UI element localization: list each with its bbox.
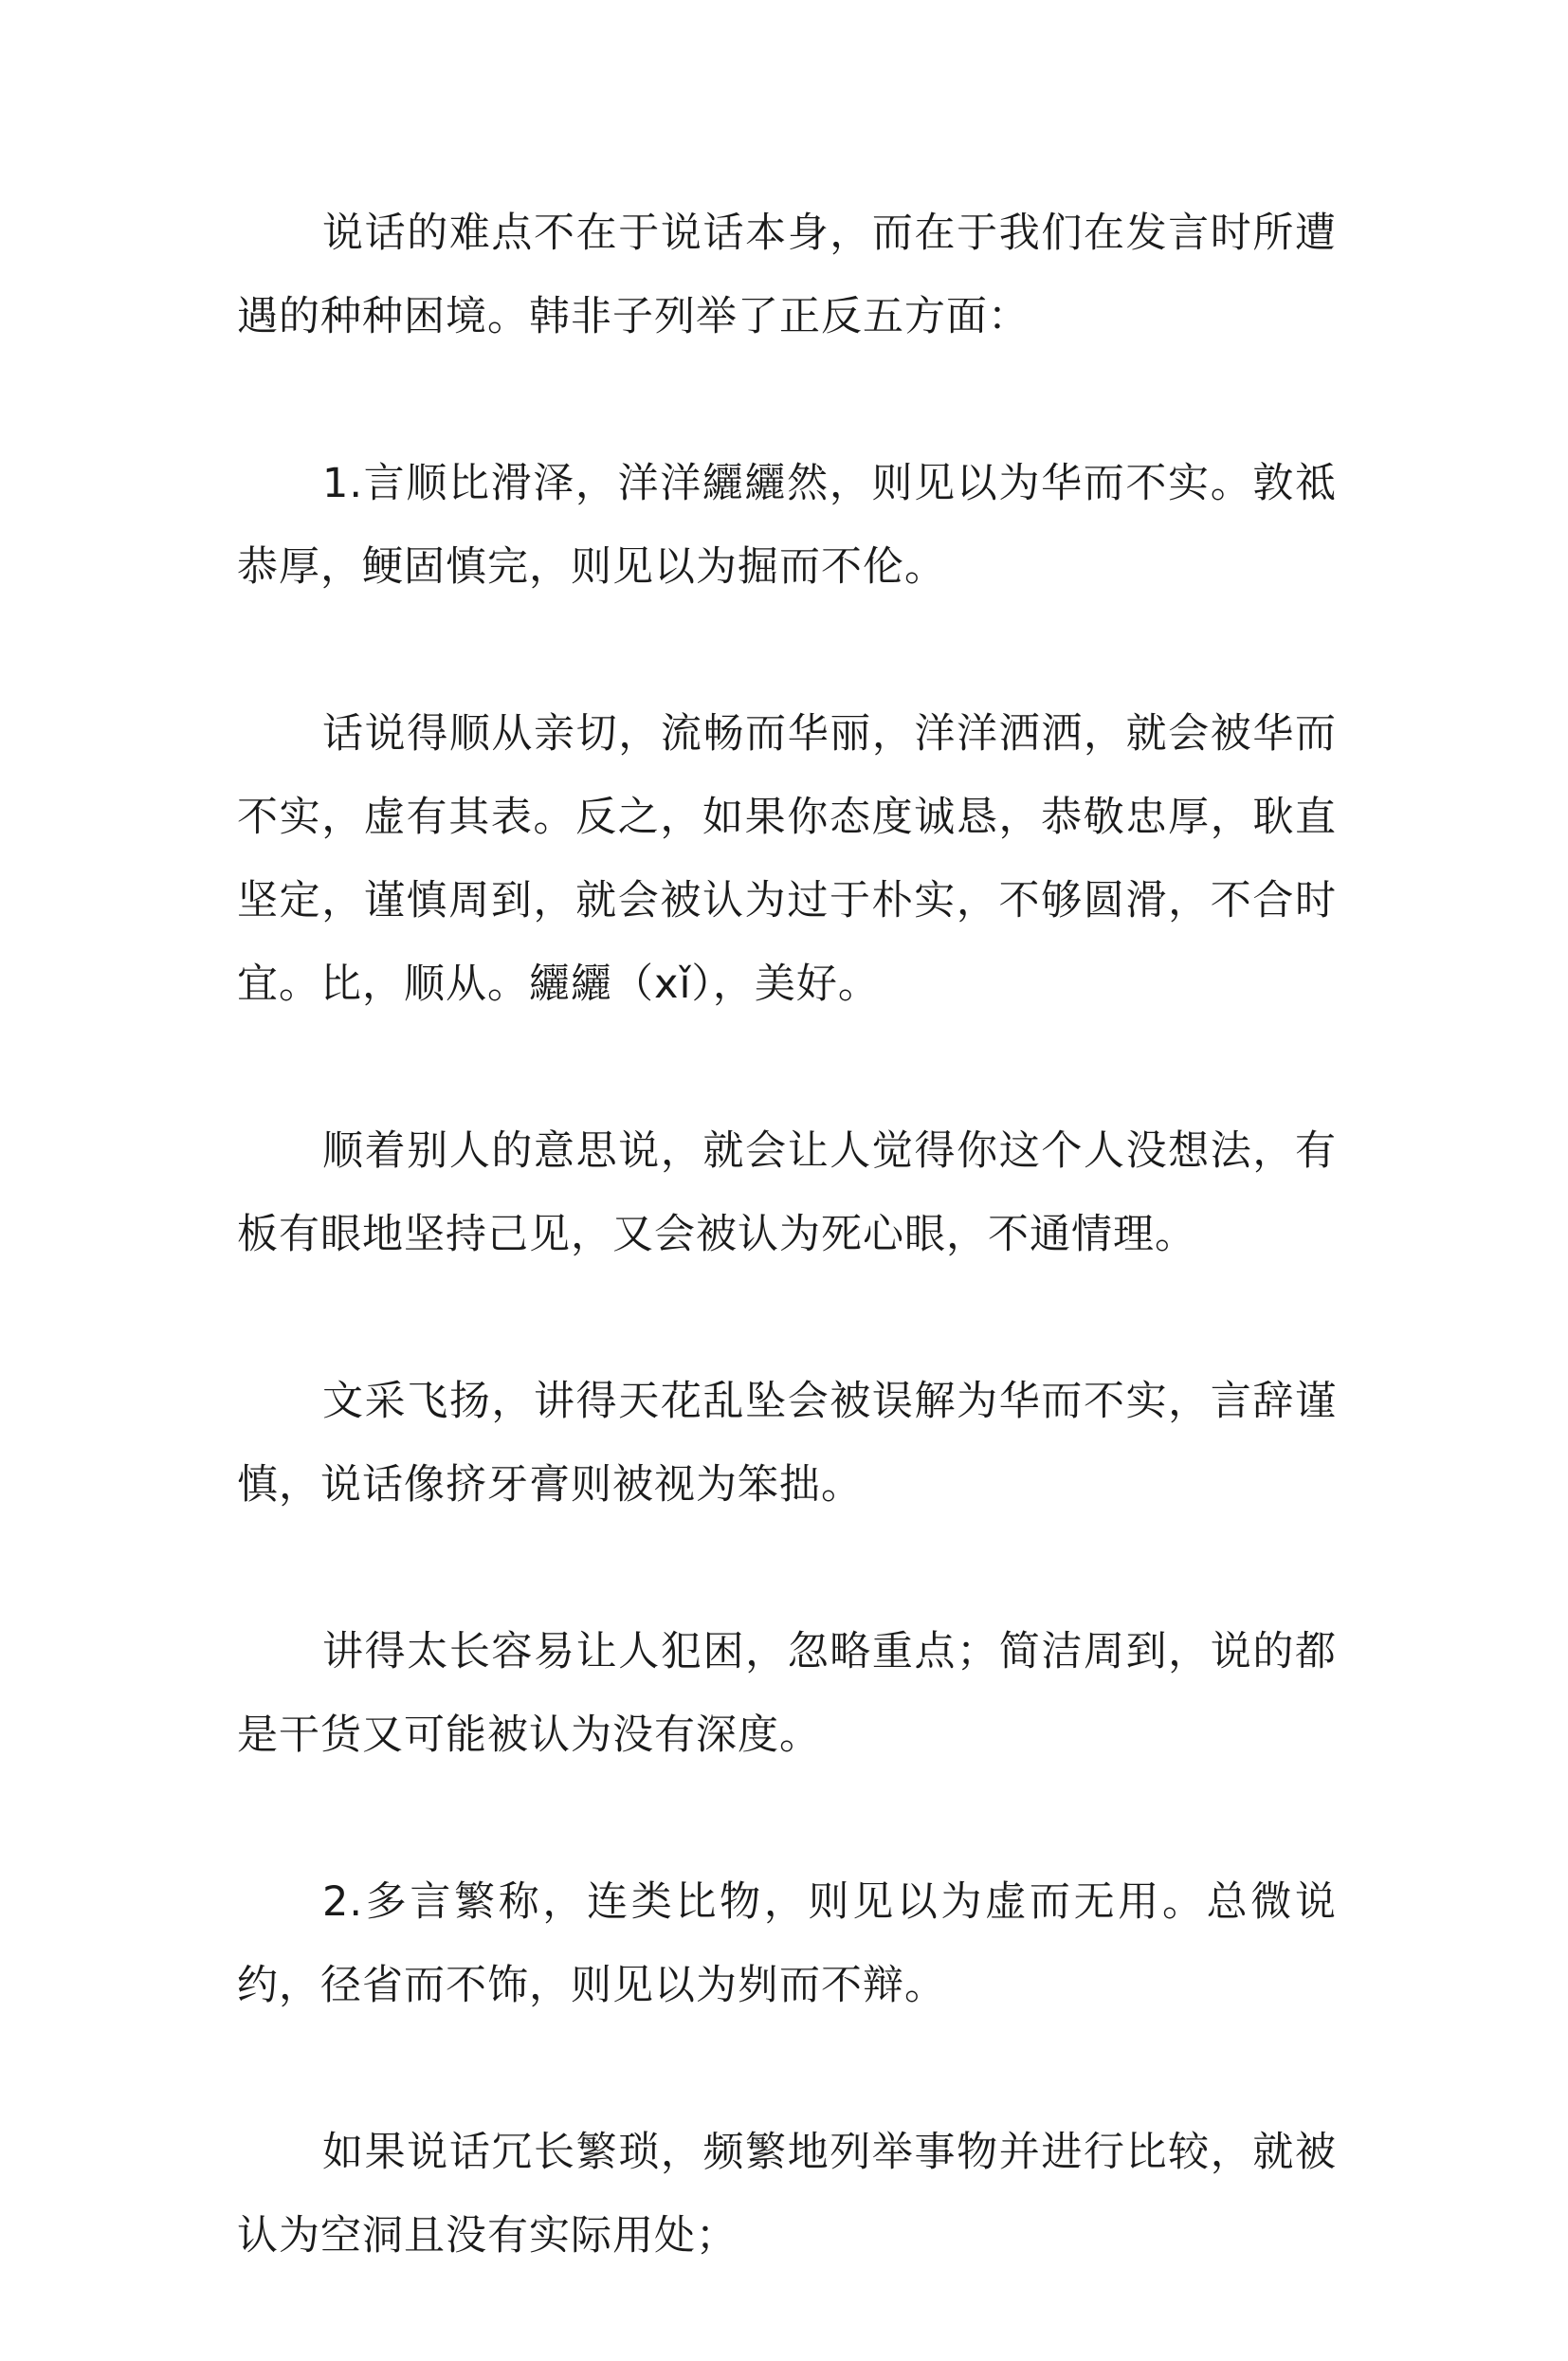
paragraph-quote-2: 2.多言繁称，连类比物，则见以为虚而无用。总微说约，径省而不饰，则见以为刿而不辩。 — [237, 1878, 1337, 2009]
paragraph-explanation-3: 文采飞扬，讲得天花乱坠会被误解为华而不实，言辞谨慎，说话像挤牙膏则被视为笨拙。 — [237, 1378, 1337, 1509]
paragraph-quote-1: 1.言顺比滑泽，洋洋纚纚然，则见以为华而不实。敦祗恭厚，鲠固慎完，则见以为掘而不伦。 — [237, 460, 1337, 591]
paragraph-explanation-5: 如果说话冗长繁琐，频繁地列举事物并进行比较，就被认为空洞且没有实际用处； — [237, 2129, 1337, 2260]
paragraph-explanation-4: 讲得太长容易让人犯困，忽略重点；简洁周到，说的都是干货又可能被认为没有深度。 — [237, 1628, 1337, 1759]
document-body — [237, 192, 1337, 2361]
paragraph-explanation-1: 话说得顺从亲切，流畅而华丽，洋洋洒洒，就会被华而不实，虚有其表。反之，如果你态度诚恳，恭敬忠厚，耿直坚定，谨慎周到，就会被认为过于朴实，不够圆滑，不合时宜。比，顺从。纚纚（xǐ），美好。 — [237, 710, 1337, 1008]
paragraph-explanation-2: 顺着别人的意思说，就会让人觉得你这个人没想法，有板有眼地坚持己见，又会被认为死心眼，不通情理。 — [237, 1127, 1337, 1258]
paragraph-intro: 说话的难点不在于说话本身，而在于我们在发言时所遭遇的种种困境。韩非子列举了正反五方面： — [237, 210, 1337, 340]
